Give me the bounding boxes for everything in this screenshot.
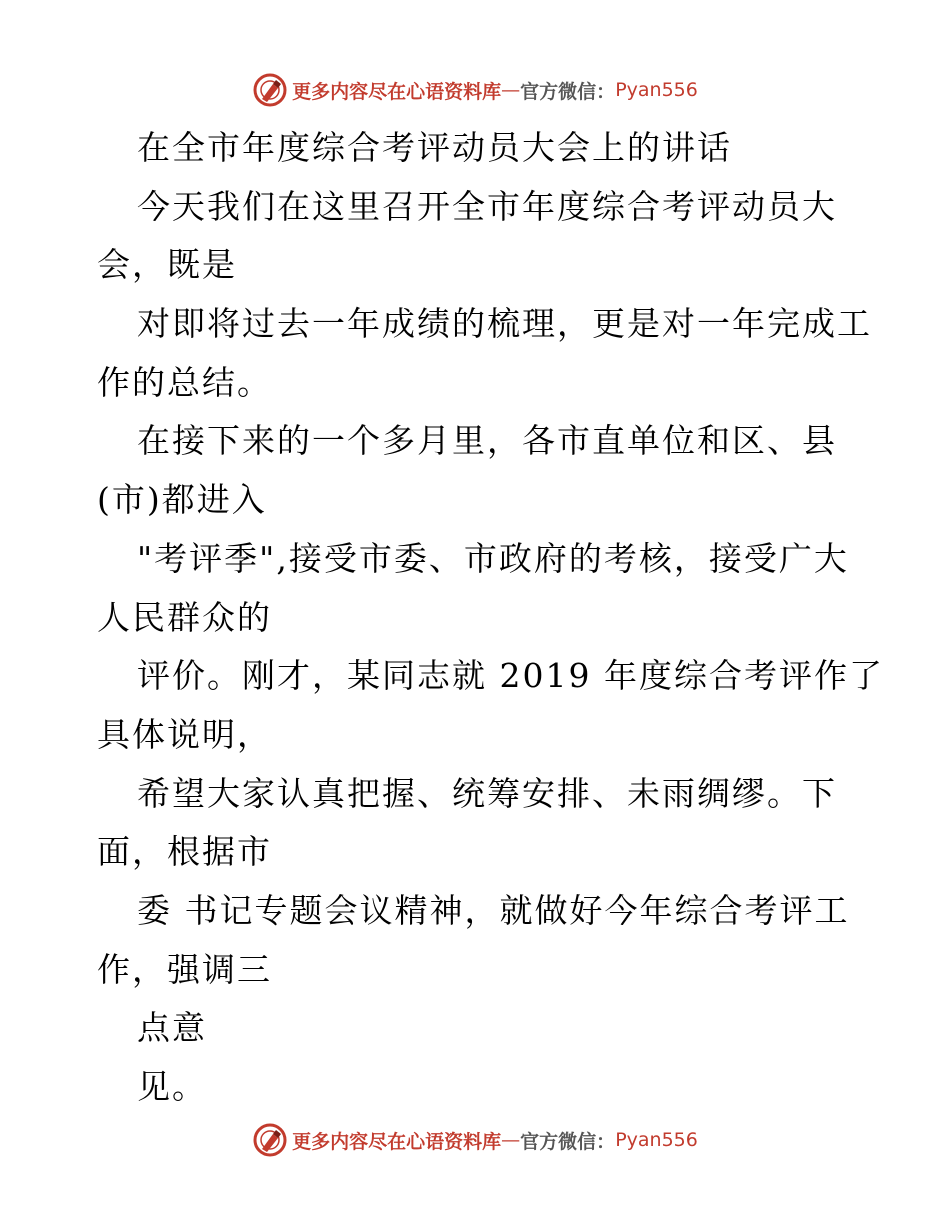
paragraph-line: 作，强调三	[97, 949, 272, 989]
footer-watermark	[0, 1120, 950, 1160]
paragraph-line: 委 书记专题会议精神，就做好今年综合考评工	[137, 890, 850, 930]
watermark-dash: —	[501, 1129, 521, 1151]
paragraph-line: "考评季",接受市委、市政府的考核，接受广大	[137, 538, 849, 578]
paragraph-line: 会，既是	[97, 245, 237, 285]
watermark-official-label: 官方微信：	[520, 80, 616, 103]
pen-nib-logo-icon	[252, 72, 288, 108]
watermark-text: 更多内容尽在心语资料库	[292, 1130, 502, 1153]
watermark-account: Pyan556	[615, 79, 698, 101]
watermark-dash: —	[501, 79, 521, 101]
paragraph-line: 具体说明，	[97, 714, 272, 754]
header-watermark	[0, 70, 950, 110]
paragraph-line: 点意	[137, 1008, 207, 1048]
paragraph-line: 人民群众的	[97, 597, 272, 637]
paragraph-line: 面，根据市	[97, 832, 272, 872]
paragraph-line: 在接下来的一个多月里，各市直单位和区、县	[137, 421, 837, 461]
watermark-text: 更多内容尽在心语资料库	[292, 80, 502, 103]
document-title: 在全市年度综合考评动员大会上的讲话	[137, 128, 732, 167]
document-body	[97, 124, 884, 1122]
paragraph-line: 见。	[137, 1067, 207, 1106]
paragraph-line: 今天我们在这里召开全市年度综合考评动员大	[137, 186, 837, 226]
paragraph-line: 作的总结。	[97, 362, 272, 402]
paragraph-line: (市)都进入	[97, 480, 267, 520]
watermark-account: Pyan556	[615, 1129, 698, 1151]
paragraph-line: 希望大家认真把握、统筹安排、未雨绸缪。下	[137, 773, 837, 813]
pen-nib-logo-icon	[252, 1122, 288, 1158]
paragraph-line: 对即将过去一年成绩的梳理，更是对一年完成工	[137, 304, 872, 344]
watermark-official-label: 官方微信：	[520, 1130, 616, 1153]
paragraph-line: 评价。刚才，某同志就 2019 年度综合考评作了	[137, 656, 884, 696]
